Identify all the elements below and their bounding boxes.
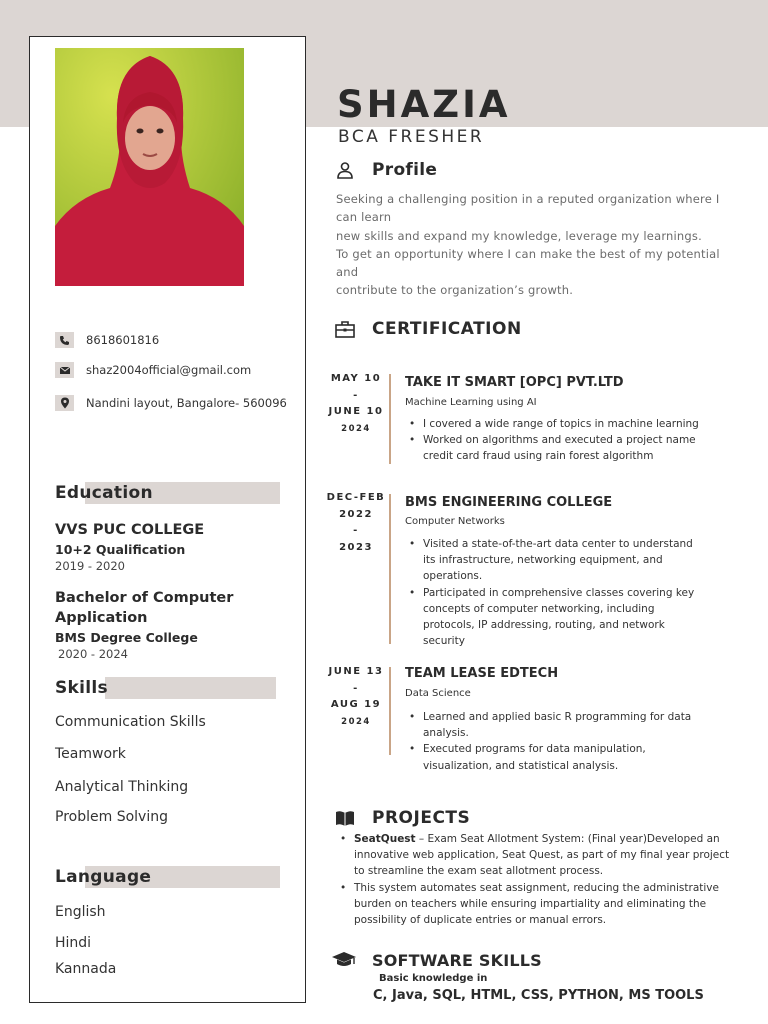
cert-subject-3: Data Science [405, 688, 471, 699]
skill-item: Teamwork [55, 746, 126, 762]
contact-phone [55, 332, 295, 348]
address-text: Nandini layout, Bangalore- 560096 [86, 396, 287, 410]
education-years-1: 2019 - 2020 [55, 559, 125, 573]
list-item: • Participated in comprehensive classes covering key concepts of computer networking, including protocols, IP addressing, routing, and network security [405, 585, 705, 650]
list-item: • Executed programs for data manipulation, visualization, and statistical analysis. [405, 741, 705, 773]
education-school-2-line2: Application [55, 610, 148, 626]
cert-bullets-1 [405, 416, 705, 465]
cert-subject-1: Machine Learning using AI [405, 397, 537, 408]
cert-org-3: TEAM LEASE EDTECH [405, 666, 559, 681]
cert-bullets-2 [405, 536, 705, 649]
language-item: Kannada [55, 961, 117, 977]
location-pin-icon [55, 395, 74, 411]
cert-date-3: JUNE 13 - AUG 19 2024 [328, 666, 384, 727]
certification-heading: CERTIFICATION [335, 319, 522, 339]
skills-heading: Skills [55, 677, 276, 699]
software-skills-label: Basic knowledge in [379, 973, 488, 984]
cert-date-1: MAY 10 - JUNE 10 2024 [328, 373, 384, 434]
phone-icon [55, 332, 74, 348]
cert-date-2: DEC-FEB 2022 - 2023 [326, 492, 386, 553]
list-item: • Worked on algorithms and executed a project name credit card fraud using rain forest algorithm [405, 432, 705, 464]
profile-photo [55, 48, 244, 286]
cert-bullets-3 [405, 709, 705, 774]
projects-list [336, 831, 736, 928]
candidate-name: SHAZIA [337, 83, 511, 126]
graduation-cap-icon [331, 950, 357, 970]
skill-item: Problem Solving [55, 809, 168, 825]
software-skills-list: C, Java, SQL, HTML, CSS, PYTHON, MS TOOLS [373, 988, 704, 1003]
education-school-2-line1: Bachelor of Computer [55, 590, 234, 606]
skill-item: Communication Skills [55, 714, 206, 730]
education-qualification-2: BMS Degree College [55, 630, 198, 645]
skill-item: Analytical Thinking [55, 779, 189, 795]
education-years-2: 2020 - 2024 [58, 647, 128, 661]
language-item: English [55, 904, 106, 920]
timeline-line [389, 667, 391, 755]
profile-summary: Seeking a challenging position in a reputed organization where I can learn new skills and expand my knowledge, leverage my learnings. To get an opportunity where I can make the best of my potential and contribute to the organization’s growth. [336, 192, 720, 298]
project-name: SeatQuest [354, 833, 416, 845]
language-item: Hindi [55, 935, 92, 951]
contact-email [55, 362, 295, 378]
mail-icon [55, 362, 74, 378]
profile-heading: Profile [335, 160, 437, 180]
contact-address [55, 395, 295, 411]
heading-highlight [105, 677, 276, 699]
user-icon [335, 160, 355, 180]
list-item: • Visited a state-of-the-art data center to understand its infrastructure, networking equipment, and operations. [405, 536, 705, 585]
left-sidebar [29, 36, 306, 1003]
education-qualification-1: 10+2 Qualification [55, 542, 186, 557]
briefcase-icon [335, 319, 355, 339]
list-item: • This system automates seat assignment, reducing the administrative burden on teachers while ensuring impartiality and eliminating the possibility of duplicate entries or manual errors. [336, 880, 736, 929]
cert-org-2: BMS ENGINEERING COLLEGE [405, 495, 613, 510]
language-heading: Language [55, 866, 280, 888]
education-school-1: VVS PUC COLLEGE [55, 522, 205, 538]
timeline-line [389, 494, 391, 644]
candidate-title: BCA FRESHER [338, 127, 485, 147]
timeline-line [389, 374, 391, 464]
phone-number: 8618601816 [86, 333, 160, 347]
education-heading: Education [55, 482, 280, 504]
book-icon [335, 808, 355, 828]
list-item: • I covered a wide range of topics in machine learning [405, 416, 705, 432]
list-item: • Learned and applied basic R programming for data analysis. [405, 709, 705, 741]
cert-org-1: TAKE IT SMART [OPC] PVT.LTD [405, 375, 624, 390]
email-address: shaz2004official@gmail.com [86, 363, 252, 377]
list-item: • SeatQuest – Exam Seat Allotment System: (Final year)Developed an innovative web application, Seat Quest, as part of my final year project to streamline the exam seat allotment process. [336, 831, 736, 880]
cert-subject-2: Computer Networks [405, 516, 505, 527]
software-skills-heading: SOFTWARE SKILLS [331, 950, 542, 970]
projects-heading: PROJECTS [335, 808, 470, 828]
